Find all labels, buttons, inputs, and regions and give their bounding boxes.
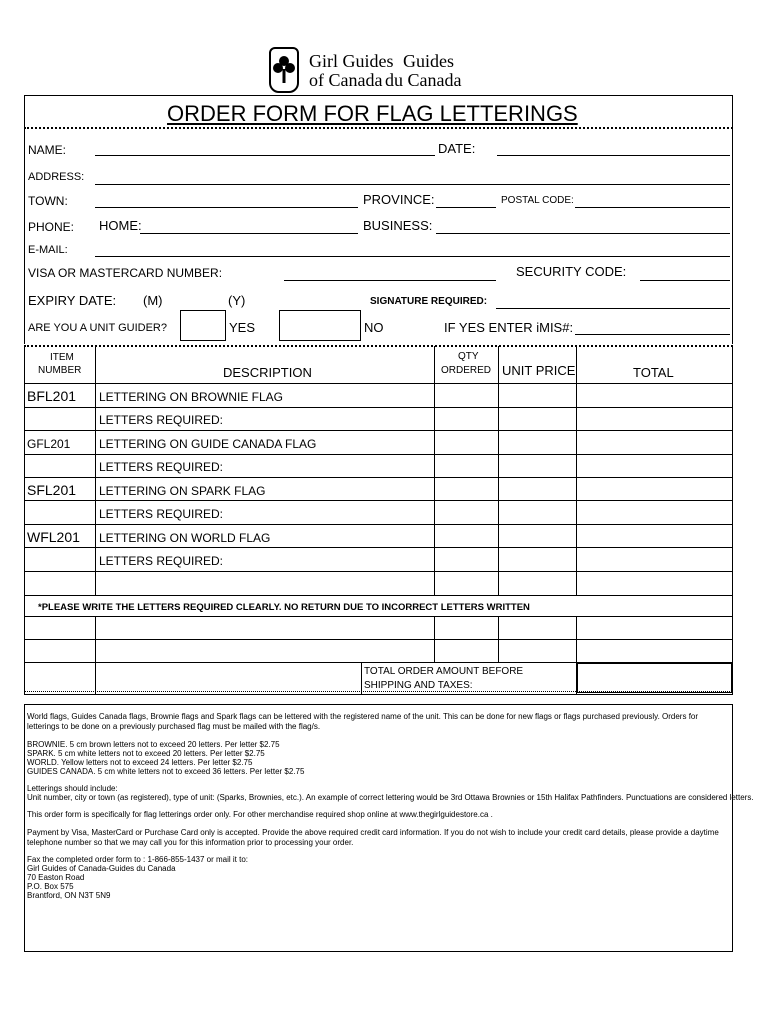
home-phone-label: HOME: (99, 218, 142, 233)
item-number: WFL201 (27, 529, 80, 545)
yes-label: YES (229, 320, 256, 335)
notes-intro: World flags, Guides Canada flags, Brownie flags and Spark flags can be lettered with the registered name of the unit. This can be done for new flags or flags purchased previously. Orders for letterings to be done on a previously purchased flag must be mailed with the flag/s. (27, 712, 699, 731)
logo-text-fr-2: du Canada (385, 70, 462, 90)
total-amount-input[interactable] (577, 663, 732, 693)
total-label-2: SHIPPING AND TAXES: (364, 680, 473, 691)
payment-note: Payment by Visa, MasterCard or Purchase Card only is accepted. Provide the above required credit card information. If you do not wish to include your credit card details, please provide a daytime telephone number so that we may call you for this information prior to processing your order. (27, 828, 719, 847)
price-line: GUIDES CANADA. 5 cm white letters not to exceed 36 letters. Per letter $2.75 (27, 767, 305, 776)
item-number: BFL201 (27, 388, 77, 404)
unit-guider-label: ARE YOU A UNIT GUIDER? (28, 322, 167, 334)
description-header: DESCRIPTION (223, 365, 312, 380)
email-input[interactable] (95, 256, 730, 257)
page-title: ORDER FORM FOR FLAG LETTERINGS (167, 101, 578, 126)
date-label: DATE: (438, 141, 476, 156)
security-code-label: SECURITY CODE: (516, 264, 627, 279)
mailing-line: Brantford, ON N3T 5N9 (27, 891, 111, 900)
email-label: E-MAIL: (28, 244, 68, 256)
phone-label: PHONE: (28, 220, 75, 234)
home-phone-input[interactable] (140, 233, 358, 234)
letters-required-label: LETTERS REQUIRED: (99, 507, 224, 521)
customer-info-section (24, 129, 733, 344)
name-label: NAME: (28, 143, 67, 157)
logo-text-en-1: Girl Guides (309, 51, 394, 71)
mailing-line: Fax the completed order form to : 1-866-855-1437 or mail it to: (27, 855, 248, 864)
imis-label: IF YES ENTER iMIS#: (444, 320, 574, 335)
mailing-line: Girl Guides of Canada-Guides du Canada (27, 864, 176, 873)
expiry-label: EXPIRY DATE: (28, 293, 117, 308)
town-label: TOWN: (28, 194, 68, 208)
qty-header-1: QTY (458, 351, 479, 362)
qty-header-2: ORDERED (441, 365, 492, 376)
name-input[interactable] (95, 155, 435, 156)
expiry-month-label: (M) (143, 293, 163, 308)
title-bar (24, 95, 733, 129)
letters-notice: *PLEASE WRITE THE LETTERS REQUIRED CLEARLY. NO RETURN DUE TO INCORRECT LETTERS WRITTEN (38, 602, 530, 613)
card-number-label: VISA OR MASTERCARD NUMBER: (28, 266, 223, 280)
mailing-line: 70 Easton Road (27, 873, 85, 882)
letters-required-label: LETTERS REQUIRED: (99, 554, 224, 568)
signature-label: SIGNATURE REQUIRED: (370, 296, 488, 307)
item-description: LETTERING ON WORLD FLAG (99, 531, 271, 545)
postal-code-label: POSTAL CODE: (501, 195, 574, 206)
date-input[interactable] (497, 155, 730, 156)
item-description: LETTERING ON GUIDE CANADA FLAG (99, 437, 317, 451)
item-header-2: NUMBER (38, 365, 82, 376)
unit-price-header: UNIT PRICE (502, 363, 576, 378)
province-input[interactable] (436, 207, 496, 208)
yes-checkbox[interactable] (180, 310, 226, 341)
logo-text-fr-1: Guides (403, 51, 454, 71)
letters-required-label: LETTERS REQUIRED: (99, 413, 224, 427)
imis-input[interactable] (575, 334, 730, 335)
business-phone-input[interactable] (436, 233, 730, 234)
card-number-input[interactable] (284, 280, 496, 281)
price-line: WORLD. Yellow letters not to exceed 24 letters. Per letter $2.75 (27, 758, 253, 767)
price-line: SPARK. 5 cm white letters not to exceed 20 letters. Per letter $2.75 (27, 749, 265, 758)
item-number: GFL201 (27, 437, 71, 451)
no-checkbox[interactable] (279, 310, 361, 341)
include-text: Unit number, city or town (as registered), type of unit: (Sparks, Brownies, etc.). An example of correct lettering would be 3rd Ottawa Brownies or 15th Halifax Pathfinders. Punctuations are considered letters. (27, 793, 754, 802)
address-label: ADDRESS: (28, 171, 85, 183)
item-header-1: ITEM (50, 352, 74, 363)
signature-input[interactable] (496, 308, 730, 309)
security-code-input[interactable] (640, 280, 730, 281)
address-input[interactable] (95, 184, 730, 185)
town-input[interactable] (95, 207, 358, 208)
logo-text-en-2: of Canada (309, 70, 383, 90)
item-number: SFL201 (27, 482, 77, 498)
expiry-year-label: (Y) (228, 293, 246, 308)
letters-required-label: LETTERS REQUIRED: (99, 460, 224, 474)
trefoil-logo-icon (269, 47, 299, 93)
no-label: NO (364, 320, 384, 335)
specific-note: This order form is specifically for flag letterings order only. For other merchandise required shop online at www.thegirlguidestore.ca . (27, 810, 493, 819)
price-line: BROWNIE. 5 cm brown letters not to exceed 20 letters. Per letter $2.75 (27, 740, 280, 749)
total-header: TOTAL (633, 365, 674, 380)
include-title: Letterings should include: (27, 784, 118, 793)
mailing-line: P.O. Box 575 (27, 882, 74, 891)
province-label: PROVINCE: (363, 192, 435, 207)
item-description: LETTERING ON BROWNIE FLAG (99, 390, 284, 404)
total-label-1: TOTAL ORDER AMOUNT BEFORE (364, 666, 524, 677)
postal-code-input[interactable] (575, 207, 730, 208)
item-description: LETTERING ON SPARK FLAG (99, 484, 266, 498)
business-phone-label: BUSINESS: (363, 218, 433, 233)
